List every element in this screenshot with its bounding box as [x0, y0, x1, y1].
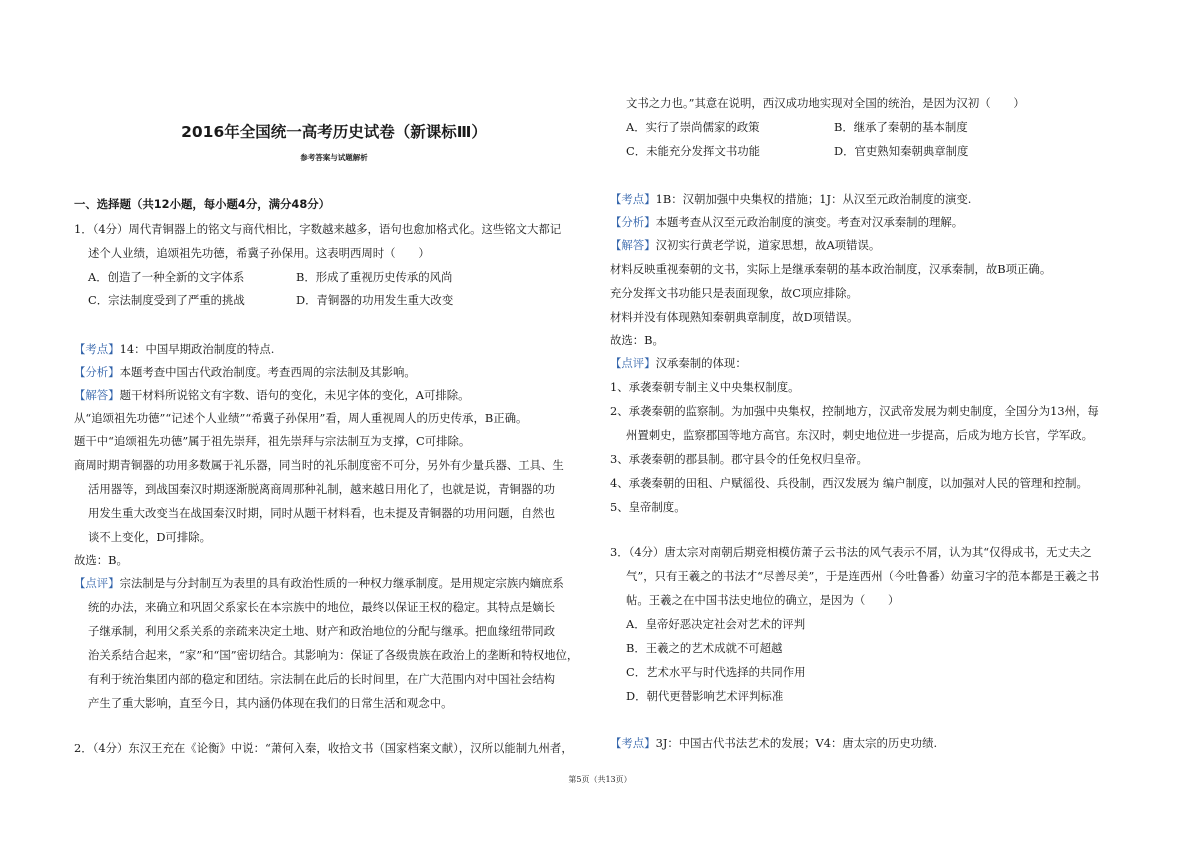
question-2-stem: 2．（4分）东汉王充在《论衡》中说：“萧何入秦，收拾文书（国家档案文献），汉所以能制九州者， [74, 741, 573, 755]
kaodian-text: 1B：汉朝加强中央集权的措施；1J：从汉至元政治制度的演变. [655, 192, 972, 206]
question-1-stem-cont: 述个人业绩，追颂祖先功德，希冀子孙保用。这表明西周时（ ） [88, 246, 430, 260]
q1-comment-line: 子继承制，利用父系关系的亲疏来决定土地、财产和政治地位的分配与继承。把血缘纽带同政 [88, 624, 556, 638]
question-2-option-a: A．实行了崇尚儒家的政策 [626, 120, 760, 134]
question-3-stem-cont: 帖。王羲之在中国书法史地位的确立，是因为（ ） [626, 593, 900, 607]
q2-comment [610, 355, 747, 371]
kaodian-text: 3J：中国古代书法艺术的发展；V4：唐太宗的历史功绩. [655, 736, 938, 750]
question-2-option-c: C．未能充分发挥文书功能 [626, 144, 761, 158]
q1-answer-line: 活用器等，到战国秦汉时期逐渐脱离商周那种礼制，越来越日用化了，也就是说，青铜器的功 [88, 482, 556, 496]
q1-comment-line: 治关系结合起来，“家”和“国”密切结合。其影响为：保证了各级贵族在政治上的垄断和特权地位， [88, 648, 579, 662]
page-title: 2016年全国统一高考历史试卷（新课标Ⅲ） [181, 123, 487, 141]
question-1-option-a: A．创造了一种全新的文字体系 [88, 270, 245, 284]
question-3-stem: 3．（4分）唐太宗对南朝后期竞相模仿萧子云书法的风气表示不屑，认为其“仅得成书，无丈夫之 [610, 545, 1092, 559]
q2-comment-point: 2、承袭秦朝的监察制。为加强中央集权，控制地方，汉武帝发展为刺史制度，全国分为13州，每 [610, 404, 1099, 418]
question-1-stem: 1．（4分）周代青铜器上的铭文与商代相比，字数越来越多，语句也愈加格式化。这些铭文大都记 [74, 222, 562, 236]
q2-comment-point-cont: 州置刺史，监察郡国等地方高官。东汉时，刺史地位进一步提高，后成为地方长官，学军政。 [626, 428, 1094, 442]
page-footer: 第5页（共13页） [568, 775, 632, 784]
question-1-option-d: D．青铜器的功用发生重大改变 [296, 293, 454, 307]
jieda-tag: 【解答】 [610, 238, 656, 252]
q1-comment [74, 575, 564, 591]
q2-comment-point: 5、皇帝制度。 [610, 500, 686, 514]
q2-answer-line: 材料并没有体现熟知秦朝典章制度，故D项错误。 [610, 310, 859, 324]
dianping-text: 宗法制是与分封制互为表里的具有政治性质的一种权力继承制度。是用规定宗族内嫡庶系 [119, 576, 564, 590]
kaodian-tag: 【考点】 [610, 192, 656, 206]
question-2-option-b: B．继承了秦朝的基本制度 [834, 120, 968, 134]
jieda-tag: 【解答】 [74, 388, 120, 402]
dianping-tag: 【点评】 [74, 576, 120, 590]
q2-knowledge-point [610, 191, 971, 207]
dianping-text: 汉承秦制的体现： [655, 356, 747, 370]
q1-comment-line: 产生了重大影响，直至今日，其内涵仍体现在我们的日常生活和观念中。 [88, 696, 453, 710]
kaodian-text: 14：中国早期政治制度的特点. [119, 342, 275, 356]
q2-answer [610, 237, 880, 253]
dianping-tag: 【点评】 [610, 356, 656, 370]
q1-answer-line: 题干中“追颂祖先功德”属于祖先崇拜，祖先崇拜与宗法制互为支撑，C可排除。 [74, 434, 471, 448]
question-3-option-c: C．艺术水平与时代选择的共同作用 [626, 665, 806, 679]
q1-answer-line: 商周时期青铜器的功用多数属于礼乐器，同当时的礼乐制度密不可分，另外有少量兵器、工具、生 [74, 458, 564, 472]
fenxi-text: 本题考查中国古代政治制度。考查西周的宗法制及其影响。 [119, 365, 416, 379]
question-1-option-b: B．形成了重视历史传承的风尚 [296, 270, 453, 284]
q2-answer-line: 充分发挥文书功能只是表面现象，故C项应排除。 [610, 286, 858, 300]
page-subtitle: 参考答案与试题解析 [300, 153, 368, 162]
q3-knowledge-point [610, 735, 937, 751]
kaodian-tag: 【考点】 [610, 736, 656, 750]
q1-comment-line: 统的办法，来确立和巩固父系家长在本宗族中的地位，最终以保证王权的稳定。其特点是嫡长 [88, 600, 556, 614]
question-2-option-d: D．官吏熟知秦朝典章制度 [834, 144, 969, 158]
fenxi-text: 本题考查从汉至元政治制度的演变。考查对汉承秦制的理解。 [655, 215, 964, 229]
q2-answer-line: 材料反映重视秦朝的文书，实际上是继承秦朝的基本政治制度，汉承秦制，故B项正确。 [610, 262, 1052, 276]
question-3-option-b: B．王羲之的艺术成就不可超越 [626, 641, 783, 655]
section-heading: 一、选择题（共12小题，每小题4分，满分48分） [74, 197, 331, 211]
fenxi-tag: 【分析】 [610, 215, 656, 229]
kaodian-tag: 【考点】 [74, 342, 120, 356]
q1-comment-line: 有利于统治集团内部的稳定和团结。宗法制在此后的长时间里，在广大范围内对中国社会结构 [88, 672, 556, 686]
q1-answer [74, 387, 470, 403]
q2-choice: 故选：B。 [610, 333, 664, 347]
q1-answer-line: 用发生重大改变当在战国秦汉时期，同时从题干材料看，也未提及青铜器的功用问题，自然也 [88, 506, 556, 520]
question-2-stem-cont: 文书之力也。”其意在说明，西汉成功地实现对全国的统治，是因为汉初（ ） [626, 96, 1025, 110]
q1-answer-line: 谈不上变化，D可排除。 [88, 530, 212, 544]
q2-comment-point: 1、承袭秦朝专制主义中央集权制度。 [610, 380, 800, 394]
fenxi-tag: 【分析】 [74, 365, 120, 379]
question-1-option-c: C．宗法制度受到了严重的挑战 [88, 293, 245, 307]
question-3-stem-cont: 气”，只有王羲之的书法才“尽善尽美”，于是连西州（今吐鲁番）幼童习字的范本都是王羲之书 [626, 569, 1100, 583]
q1-choice: 故选：B。 [74, 553, 128, 567]
question-3-option-a: A．皇帝好恶决定社会对艺术的评判 [626, 617, 806, 631]
q2-comment-point: 4、承袭秦朝的田租、户赋徭役、兵役制，西汉发展为 编户制度，以加强对人民的管理和控制。 [610, 476, 1088, 490]
q1-knowledge-point [74, 341, 274, 357]
q2-comment-point: 3、承袭秦朝的郡县制。郡守县令的任免权归皇帝。 [610, 452, 868, 466]
jieda-text: 题干材料所说铭文有字数、语句的变化，未见字体的变化，A可排除。 [119, 388, 470, 402]
jieda-text: 汉初实行黄老学说，道家思想，故A项错误。 [655, 238, 881, 252]
question-3-option-d: D．朝代更替影响艺术评判标准 [626, 689, 784, 703]
q1-answer-line: 从“追颂祖先功德”“记述个人业绩”“希冀子孙保用”看，周人重视周人的历史传承，B正确。 [74, 411, 528, 425]
q2-analysis [610, 214, 963, 230]
q1-analysis [74, 364, 416, 380]
